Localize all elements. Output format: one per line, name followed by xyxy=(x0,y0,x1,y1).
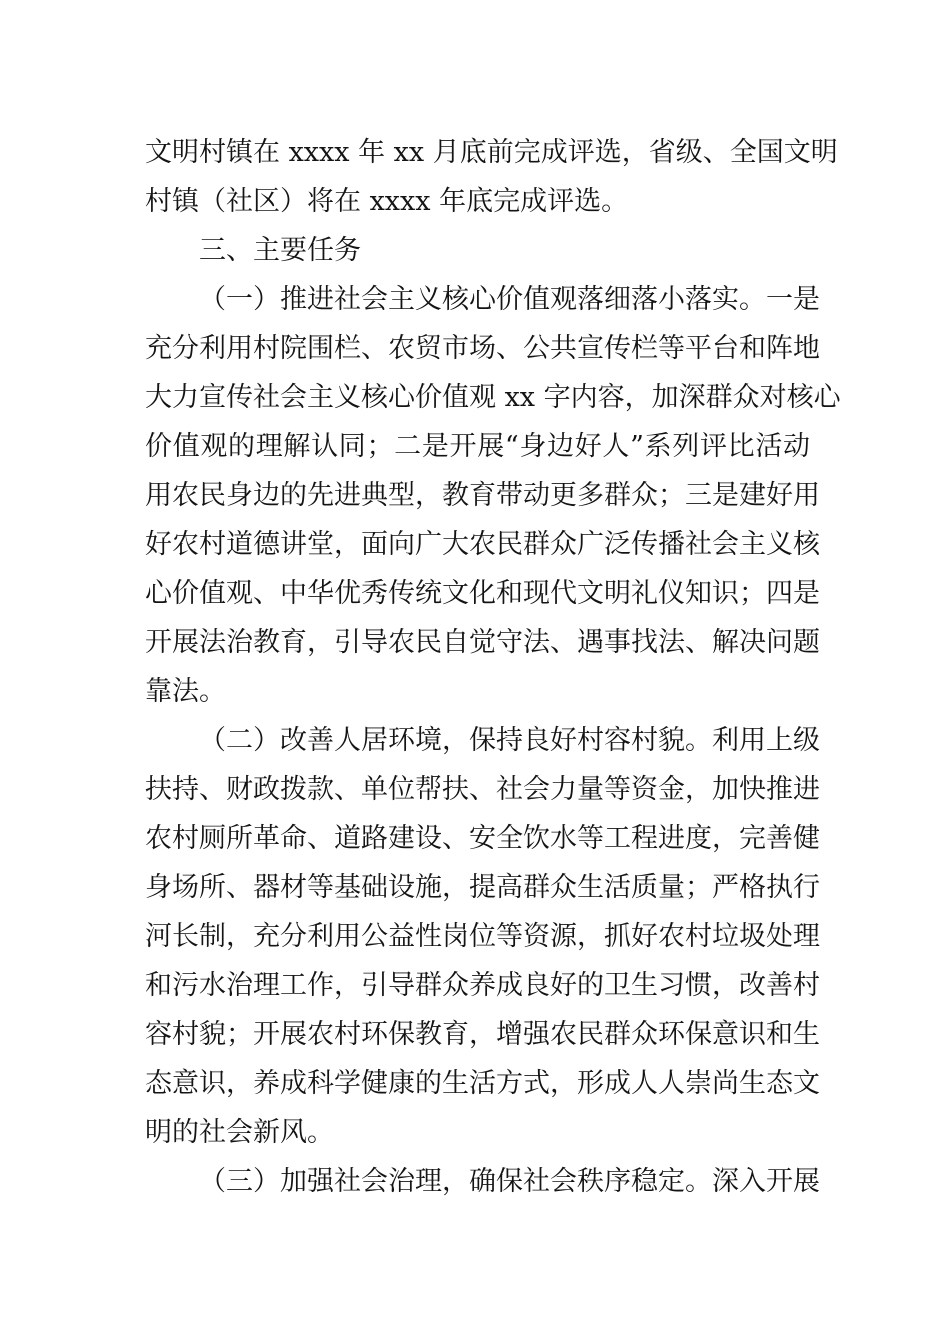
paragraph-first-line: （二）改善人居环境，保持良好村容村貌。利用上级 xyxy=(199,725,820,756)
text-line: 河长制，充分利用公益性岗位等资源，抓好农村垃圾处理 xyxy=(145,921,820,952)
text-line: 价值观的理解认同；二是开展“身边好人”系列评比活动 xyxy=(145,431,810,462)
text-line: 文明村镇在 xxxx 年 xx 月底前完成评选，省级、全国文明 xyxy=(145,137,838,168)
section-heading: 三、主要任务 xyxy=(199,235,361,266)
text-line: 充分利用村院围栏、农贸市场、公共宣传栏等平台和阵地 xyxy=(145,333,820,364)
text-line: 开展法治教育，引导农民自觉守法、遇事找法、解决问题 xyxy=(145,627,820,658)
text-line: 心价值观、中华优秀传统文化和现代文明礼仪知识；四是 xyxy=(145,578,820,609)
text-line: 用农民身边的先进典型，教育带动更多群众；三是建好用 xyxy=(145,480,820,511)
text-line: 明的社会新风。 xyxy=(145,1117,334,1148)
text-line: 村镇（社区）将在 xxxx 年底完成评选。 xyxy=(145,186,629,217)
text-line: 靠法。 xyxy=(145,676,226,707)
text-line: 态意识，养成科学健康的生活方式，形成人人崇尚生态文 xyxy=(145,1068,820,1099)
paragraph-first-line: （三）加强社会治理，确保社会秩序稳定。深入开展 xyxy=(199,1166,820,1197)
text-line: 和污水治理工作，引导群众养成良好的卫生习惯，改善村 xyxy=(145,970,820,1001)
text-line: 身场所、器材等基础设施，提高群众生活质量；严格执行 xyxy=(145,872,820,903)
text-line: 农村厕所革命、道路建设、安全饮水等工程进度，完善健 xyxy=(145,823,820,854)
text-line: 大力宣传社会主义核心价值观 xx 字内容，加深群众对核心 xyxy=(145,382,841,413)
text-line: 容村貌；开展农村环保教育，增强农民群众环保意识和生 xyxy=(145,1019,820,1050)
paragraph-first-line: （一）推进社会主义核心价值观落细落小落实。一是 xyxy=(199,284,820,315)
text-line: 扶持、财政拨款、单位帮扶、社会力量等资金，加快推进 xyxy=(145,774,820,805)
text-line: 好农村道德讲堂，面向广大农民群众广泛传播社会主义核 xyxy=(145,529,820,560)
